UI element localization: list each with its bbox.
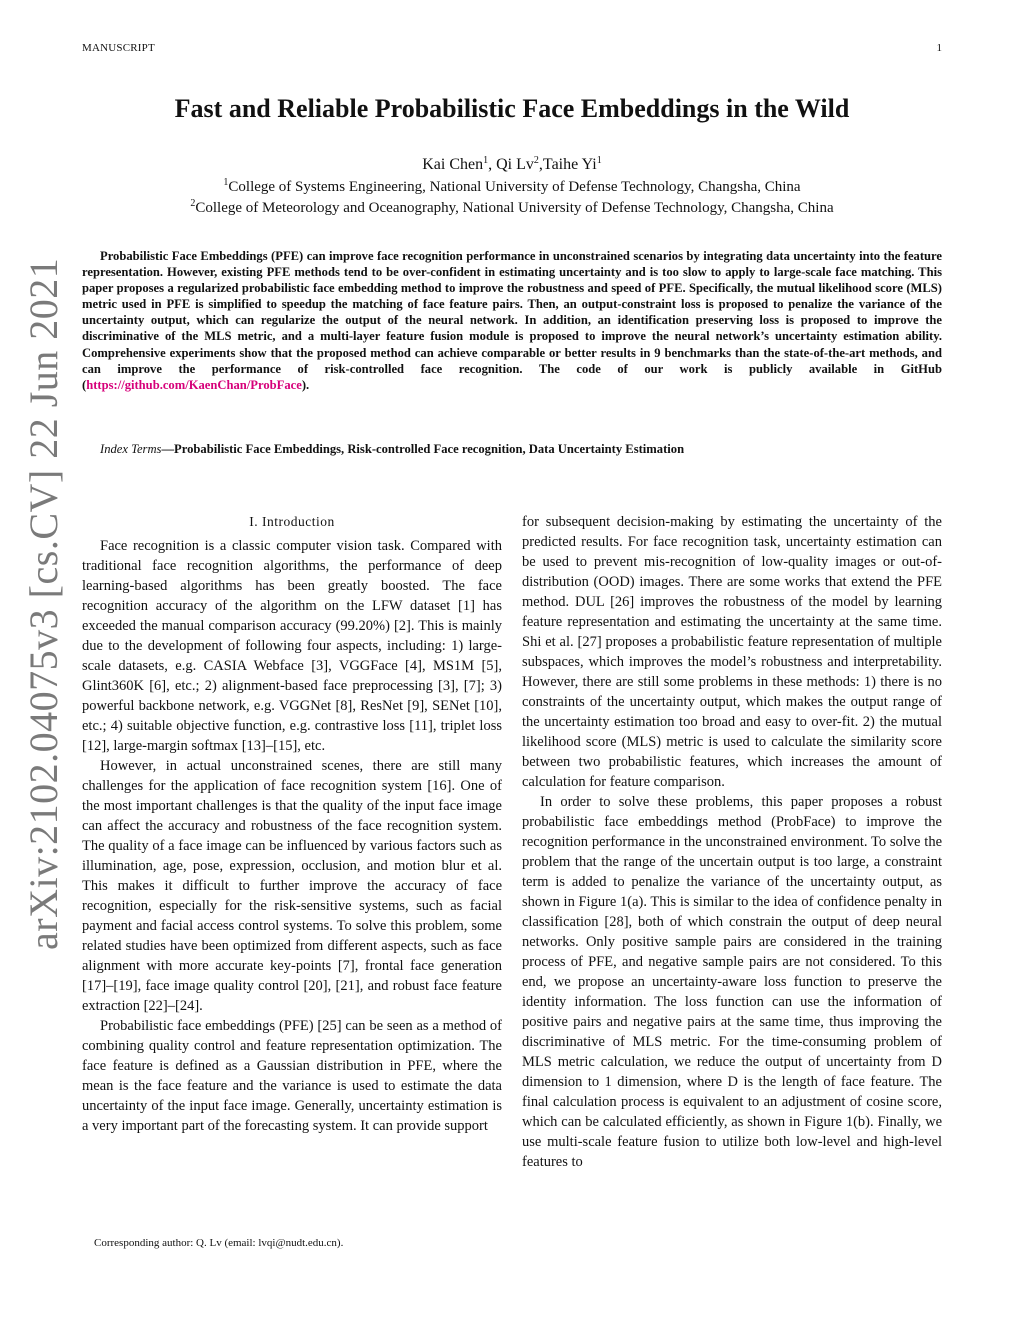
paragraph: Face recognition is a classic computer vision task. Compared with traditional face recognition algorithms, the performance of deep learning-based algorithms has been greatly boosted. The face recognition accuracy of the algorithm on the LFW dataset [1] has exceeded the manual comparison accuracy (99.20%) [2]. This is mainly due to the development of following four aspects, including: 1) large-scale datasets, e.g. CASIA Webface [3], VGGFace [4], MS1M [5], Glint360K [6], etc.; 2) alignment-based face preprocessing [3], [7]; 3) powerful backbone network, e.g. VGGNet [8], ResNet [9], SENet [10], etc.; 4) suitable objective function, e.g. contrastive loss [11], triplet loss [12], large-margin softmax [13]–[15], etc. (82, 538, 502, 754)
affiliation-1: $^1$College of Systems Engineering, National University of Defense Technology, Changsha, China (223, 177, 801, 195)
section-heading: I. Introduction (249, 514, 335, 529)
running-header: MANUSCRIPT (82, 42, 155, 54)
page-number: 1 (936, 42, 942, 54)
author-name: , Qi Lv (488, 156, 534, 173)
author-affiliation-mark: 1 (483, 155, 489, 166)
paragraph: However, in actual unconstrained scenes, there are still many challenges for the application of face recognition system [16]. One of the most important challenges is that the quality of the input face image can affect the accuracy and robustness of the face recognition system. The quality of a face image can be influenced by various factors such as illumination, age, pose, expression, occlusion, and motion blur et al. This makes it difficult to further improve the accuracy of face recognition, especially for the risk-sensitive systems, such as facial payment and facial access control systems. To solve this problem, some related studies have been optimized from different aspects, such as face alignment with more accurate key-points [7], frontal face generation [17]–[19], face image quality control [20], [21], and robust face feature extraction [22]–[24]. (82, 758, 502, 1014)
author-list (82, 156, 942, 174)
abstract: Probabilistic Face Embeddings (PFE) can improve face recognition performance in unconstrained scenarios by integrating data uncertainty into the feature representation. However, existing PFE methods tend to be over-confident in estimating uncertainty and is too slow to apply to large-scale face matching. This paper proposes a regularized probabilistic face embedding method to improve the robustness and speed of PFE. Specifically, the mutual likelihood score (MLS) metric used in PFE is simplified to speedup the matching of face feature pairs. Then, an output-constraint loss is proposed to penalize the variance of the uncertainty output, which can regularize the output of the neural network. In addition, an identification preserving loss is proposed to improve the discriminative of the MLS metric, and a multi-layer feature fusion module is proposed to improve the neural network’s uncertainty estimation ability. Comprehensive experiments show that the proposed method can achieve comparable or better results in 9 benchmarks than the state-of-the-art methods, and can improve the performance of risk-controlled face recognition. The code of our work is publicly available in GitHub (https://github.com/KaenChan/ProbFace). (82, 249, 942, 392)
author-affiliation-mark: 1 (596, 155, 602, 166)
footnote: Corresponding author: Q. Lv (email: lvqi@nudt.edu.cn). (94, 1237, 344, 1249)
abstract-text: Probabilistic Face Embeddings (PFE) can improve face recognition performance in unconstrained scenarios by integrating data uncertainty into the feature representation. However, existing PFE methods tend to be over-confident in estimating uncertainty and is too slow to apply to large-scale face matching. This paper proposes a regularized probabilistic face embedding method to improve the robustness and speed of PFE. Specifically, the mutual likelihood score (MLS) metric used in PFE is simplified to speedup the matching of face feature pairs. Then, an output-constraint loss is proposed to penalize the variance of the uncertainty output, which can regularize the output of the neural network. In addition, an identification preserving loss is proposed to improve the discriminative of the MLS metric, and a multi-layer feature fusion module is proposed to improve the neural network’s uncertainty estimation ability. Comprehensive experiments show that the proposed method can achieve comparable or better results in 9 benchmarks than the state-of-the-art methods, and can improve the performance of risk-controlled face recognition. The code of our work is publicly available in GitHub ( (82, 249, 942, 392)
author-name: ,Taihe Yi (538, 156, 597, 173)
author-affiliation-mark: 2 (533, 155, 539, 166)
right-column (522, 512, 942, 1172)
paper-title: Fast and Reliable Probabilistic Face Embeddings in the Wild (174, 94, 850, 123)
affiliation-2: $^2$College of Meteorology and Oceanography, National University of Defense Technology, Changsha, China (190, 198, 834, 216)
github-link[interactable]: https://github.com/KaenChan/ProbFace (86, 377, 302, 392)
arxiv-identifier: arXiv:2102.04075v3 [cs.CV] 22 Jun 2021 (21, 257, 66, 950)
paragraph: for subsequent decision-making by estimating the uncertainty of the predicted results. For face recognition task, uncertainty estimation can be used to prevent mis-recognition of low-quality images or out-of-distribution (OOD) images. There are some works that extend the PFE method. DUL [26] improves the robustness of the model by learning feature representation and estimating the uncertainty at the same time. Shi et al. [27] proposes a probabilistic feature representation of multiple subspaces, which improves the model’s robustness and interpretability. However, there are still some problems in these methods: 1) there is no constraints of the uncertainty output, which makes the output range of the uncertainty estimation too broad and easy to over-fit. 2) the mutual likelihood score (MLS) metric is used to calculate the similarity score between two probabilistic features, which increases the amount of calculation for feature comparison. (522, 514, 942, 790)
index-terms-label: Index Terms (100, 442, 162, 456)
author-name: Kai Chen (422, 156, 484, 173)
paragraph: Probabilistic face embeddings (PFE) [25] can be seen as a method of combining quality control and feature representation optimization. The face feature is defined as a Gaussian distribution in PFE, where the mean is the face feature and the variance is used to estimate the data uncertainty of the input face image. Generally, uncertainty estimation is a very important part of the forecasting system. It can provide support (82, 1018, 502, 1134)
paragraph: In order to solve these problems, this paper proposes a robust probabilistic face embeddings method (ProbFace) to improve the recognition performance in the unconstrained environment. To solve the problem that the range of the uncertain output is too large, a constraint term is added to penalize the variance of the uncertainty output, as shown in Figure 1(a). This is similar to the idea of confidence penalty in classification [28], both of which constrain the output of deep neural networks. Only positive sample pairs are considered in the training process of PFE, and negative sample pairs are not considered. To this end, we propose an uncertainty-aware loss function to preserve the identity information. The loss function can use the information of positive pairs and negative pairs at the same time, thus improving the discriminative of MLS metric. For the time-consuming problem of MLS metric calculation, we reduce the output of uncertainty from D dimension to 1 dimension, where D is the length of face feature. The final calculation process is equivalent to an adjustment of cosine score, which can be calculated efficiently, as shown in Figure 1(b). Finally, we use multi-scale feature fusion to utilize both low-level and high-level features to (522, 794, 942, 1170)
left-column (82, 512, 502, 1136)
index-terms-text: —Probabilistic Face Embeddings, Risk-controlled Face recognition, Data Uncertainty Estimation (161, 442, 685, 456)
index-terms (82, 442, 942, 457)
